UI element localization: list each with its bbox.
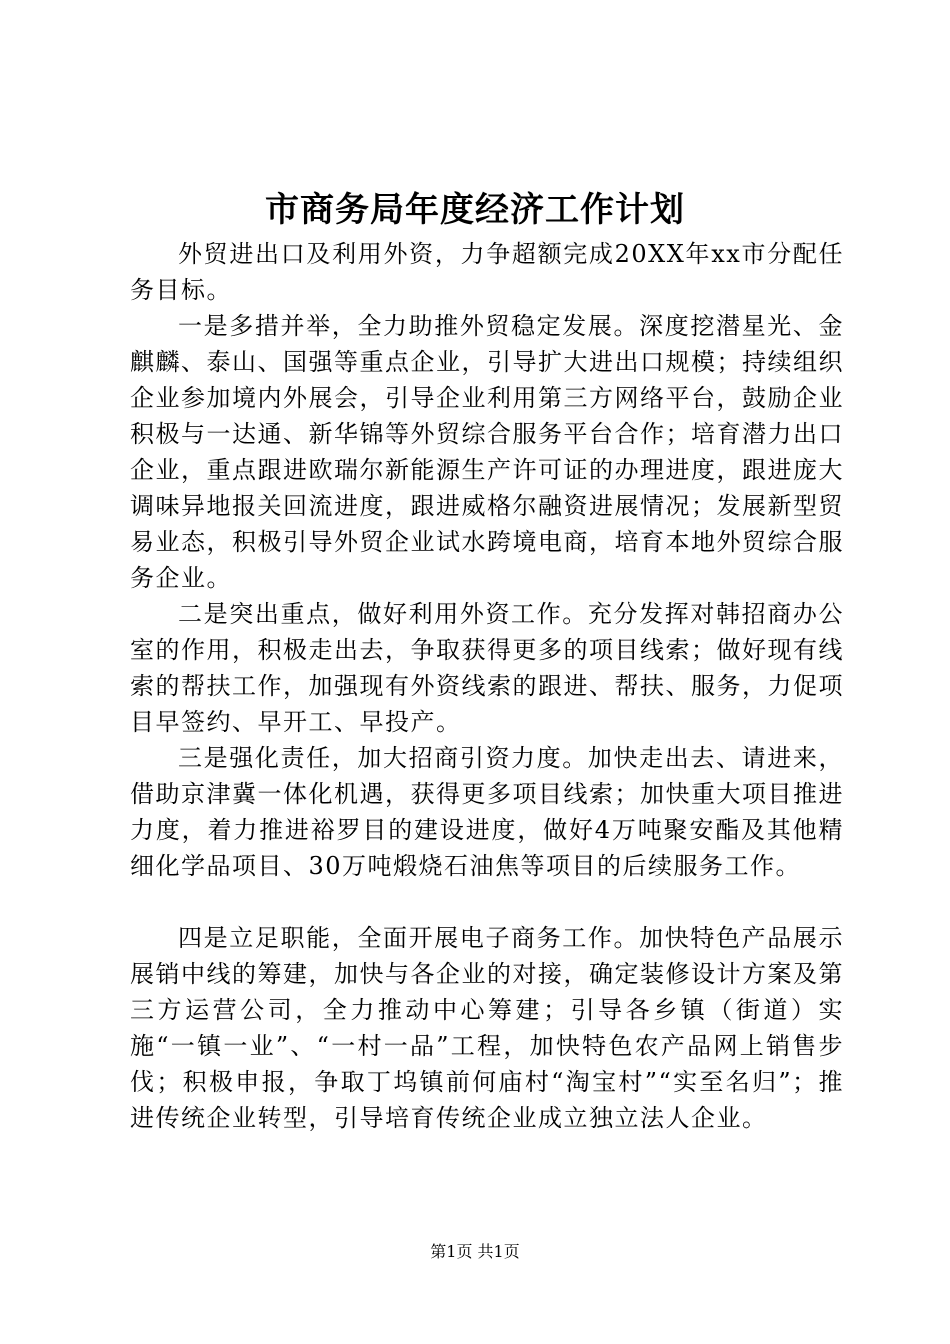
document-title: 市商务局年度经济工作计划 [265,190,685,230]
paragraph-item-4: 四是立足职能，全面开展电子商务工作。加快特色产品展示展销中线的筹建，加快与各企业的对接，确定装修设计方案及第三方运营公司，全力推动中心筹建；引导各乡镇（街道）实施“一镇一业”、“一村一品”工程，加快特色农产品网上销售步伐；积极申报，争取丁坞镇前何庙村“淘宝村”“实至名归”；推进传统企业转型，引导培育传统企业成立独立法人企业。 [130,924,844,1132]
paragraph-item-1: 一是多措并举，全力助推外贸稳定发展。深度挖潜星光、金麒麟、泰山、国强等重点企业，引导扩大进出口规模；持续组织企业参加境内外展会，引导企业利用第三方网络平台，鼓励企业积极与一达通、新华锦等外贸综合服务平台合作；培育潜力出口企业，重点跟进欧瑞尔新能源生产许可证的办理进度，跟进庞大调味异地报关回流进度，跟进威格尔融资进展情况；发展新型贸易业态，积极引导外贸企业试水跨境电商，培育本地外贸综合服务企业。 [130,312,844,592]
paragraph-item-2: 二是突出重点，做好利用外资工作。充分发挥对韩招商办公室的作用，积极走出去，争取获得更多的项目线索；做好现有线索的帮扶工作，加强现有外资线索的跟进、帮扶、服务，力促项目早签约、早开工、早投产。 [130,600,844,736]
page-footer: 第1页 共1页 [430,1242,520,1261]
paragraph-item-3: 三是强化责任，加大招商引资力度。加快走出去、请进来，借助京津冀一体化机遇，获得更多项目线索；加快重大项目推进力度，着力推进裕罗目的建设进度，做好4万吨聚安酯及其他精细化学品项目、30万吨煅烧石油焦等项目的后续服务工作。 [130,744,844,880]
document-body [130,236,844,1136]
paragraph-intro: 外贸进出口及利用外资，力争超额完成20XX年xx市分配任务目标。 [130,240,844,304]
